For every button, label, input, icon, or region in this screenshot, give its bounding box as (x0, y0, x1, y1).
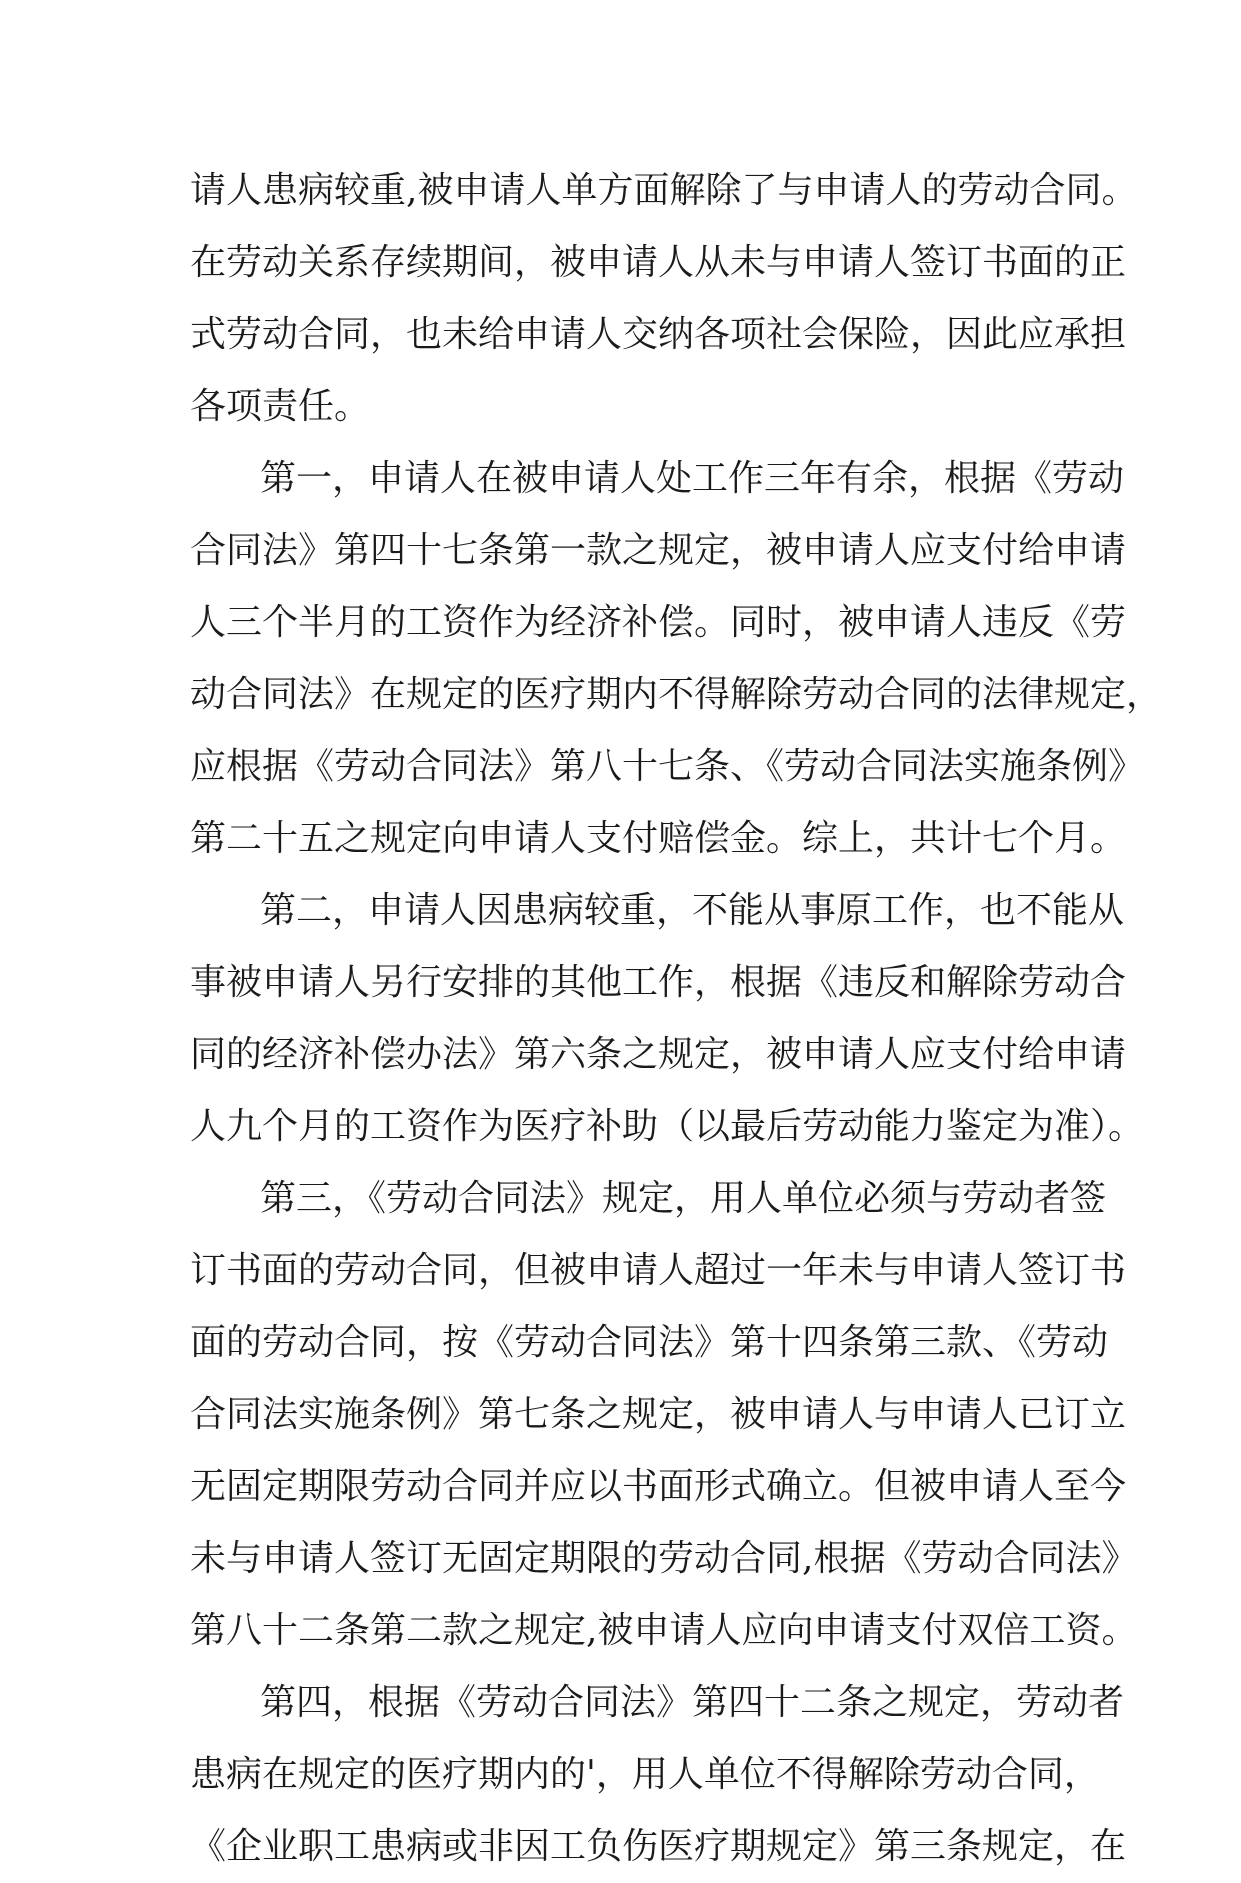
text-line: 合同法》第四十七条第一款之规定，被申请人应支付给申请 (190, 530, 1127, 571)
text-line: 第八十二条第二款之规定,被申请人应向申请支付双倍工资。 (190, 1610, 1138, 1651)
paragraph-first-line: 第二，申请人因患病较重，不能从事原工作，也不能从 (260, 890, 1125, 931)
paragraph-first-line: 第一，申请人在被申请人处工作三年有余，根据《劳动 (260, 458, 1125, 499)
text-line: 人九个月的工资作为医疗补助（以最后劳动能力鉴定为准）。 (190, 1106, 1145, 1147)
text-line: 人三个半月的工资作为经济补偿。同时，被申请人违反《劳 (190, 602, 1127, 643)
text-line: 第二十五之规定向申请人支付赔偿金。综上，共计七个月。 (190, 818, 1127, 859)
text-line: 事被申请人另行安排的其他工作，根据《违反和解除劳动合 (190, 962, 1127, 1003)
text-line: 《企业职工患病或非因工负伤医疗期规定》第三条规定，在 (190, 1826, 1127, 1867)
text-line: 应根据《劳动合同法》第八十七条、《劳动合同法实施条例》 (190, 746, 1145, 787)
text-line: 未与申请人签订无固定期限的劳动合同,根据《劳动合同法》 (190, 1538, 1138, 1579)
text-line: 各项责任。 (190, 386, 371, 427)
text-line: 请人患病较重,被申请人单方面解除了与申请人的劳动合同。 (190, 170, 1138, 211)
text-line: 无固定期限劳动合同并应以书面形式确立。但被申请人至今 (190, 1466, 1127, 1507)
text-line: 在劳动关系存续期间，被申请人从未与申请人签订书面的正 (190, 242, 1127, 283)
paragraph-first-line: 第四，根据《劳动合同法》第四十二条之规定，劳动者 (260, 1682, 1125, 1723)
text-line: 订书面的劳动合同，但被申请人超过一年未与申请人签订书 (190, 1250, 1127, 1291)
text-line: 患病在规定的医疗期内的'，用人单位不得解除劳动合同， (190, 1754, 1100, 1795)
text-line: 式劳动合同，也未给申请人交纳各项社会保险，因此应承担 (190, 314, 1127, 355)
paragraph-first-line: 第三，《劳动合同法》规定，用人单位必须与劳动者签 (260, 1178, 1107, 1219)
body-text (190, 155, 1163, 1883)
text-line: 面的劳动合同，按《劳动合同法》第十四条第三款、《劳动 (190, 1322, 1109, 1363)
text-line: 动合同法》在规定的医疗期内不得解除劳动合同的法律规定， (190, 674, 1163, 715)
text-line: 同的经济补偿办法》第六条之规定，被申请人应支付给申请 (190, 1034, 1127, 1075)
text-line: 合同法实施条例》第七条之规定，被申请人与申请人已订立 (190, 1394, 1127, 1435)
